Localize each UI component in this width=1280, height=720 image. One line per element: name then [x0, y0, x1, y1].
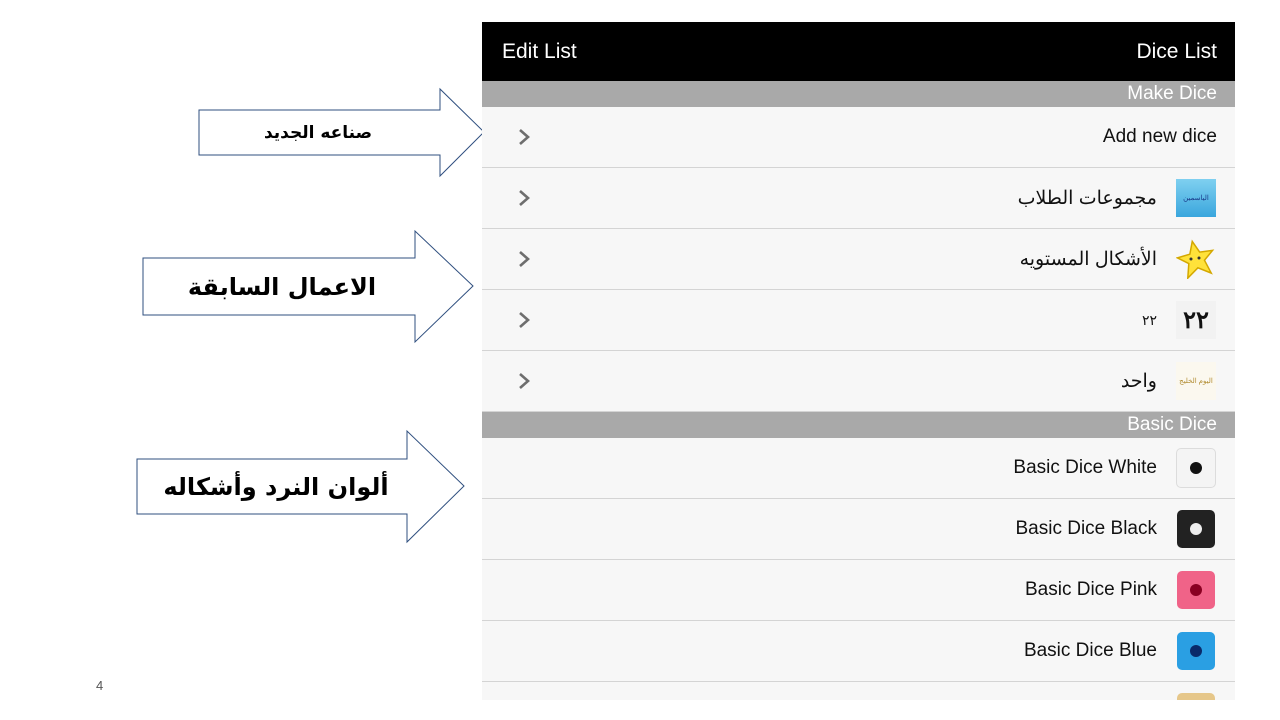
list-item[interactable]: [482, 351, 1235, 412]
blue-dice-icon: [1175, 631, 1217, 671]
calligraphy-logo-icon: [1175, 361, 1217, 401]
chevron-right-icon: [514, 371, 534, 391]
section-header-basic: Basic Dice: [482, 412, 1235, 438]
section-header-make: Make Dice: [482, 81, 1235, 107]
chevron-right-icon: [514, 249, 534, 269]
list-item-label: مجموعات الطلاب: [1017, 187, 1157, 209]
list-item[interactable]: [482, 499, 1235, 560]
list-item[interactable]: [482, 560, 1235, 621]
gold-dice-icon: [1175, 692, 1217, 700]
chevron-right-icon: [514, 188, 534, 208]
callout-new-label: صناعه الجديد: [263, 122, 373, 143]
star-shape-icon: [1175, 239, 1217, 279]
list-item-label: Basic Dice Black: [1015, 518, 1157, 539]
student-groups-logo-icon: [1175, 178, 1217, 218]
list-item[interactable]: [482, 229, 1235, 290]
white-dice-icon: [1175, 448, 1217, 488]
list-item[interactable]: [482, 168, 1235, 229]
thumb-text: اليوم الخليج: [1176, 362, 1216, 400]
thumb-text: الياسمين: [1176, 179, 1216, 217]
list-item[interactable]: [482, 621, 1235, 682]
add-new-dice-row[interactable]: [482, 107, 1235, 168]
edit-list-button[interactable]: Edit List: [502, 39, 577, 63]
list-item-label: Basic Dice Pink: [1025, 579, 1157, 600]
list-item[interactable]: [482, 290, 1235, 351]
callout-previous-label: الاعمال السابقة: [187, 272, 377, 301]
list-item[interactable]: [482, 682, 1235, 700]
dice-app-screen: [482, 22, 1235, 700]
app-title: Dice List: [1136, 39, 1217, 63]
callout-colors: [136, 430, 468, 545]
chevron-right-icon: [514, 310, 534, 330]
black-dice-icon: [1175, 509, 1217, 549]
callout-previous: [142, 230, 477, 345]
app-topbar: [482, 22, 1235, 81]
slide-page-number: 4: [96, 678, 104, 693]
callout-new: [198, 88, 488, 178]
list-item-label: ٢٢: [1141, 311, 1157, 328]
pink-dice-icon: [1175, 570, 1217, 610]
list-item-label: واحد: [1120, 370, 1157, 392]
list-item-label: الأشكال المستويه: [1019, 248, 1157, 270]
thumb-text: ٢٢: [1176, 301, 1216, 339]
list-item-label: Basic Dice Blue: [1023, 640, 1157, 661]
callout-colors-label: ألوان النرد وأشكاله: [163, 472, 389, 501]
chevron-right-icon: [514, 127, 534, 147]
number-22-icon: [1175, 300, 1217, 340]
list-item[interactable]: [482, 438, 1235, 499]
list-item-label: Basic Dice White: [1013, 457, 1157, 478]
list-item-label: Add new dice: [1102, 126, 1217, 147]
